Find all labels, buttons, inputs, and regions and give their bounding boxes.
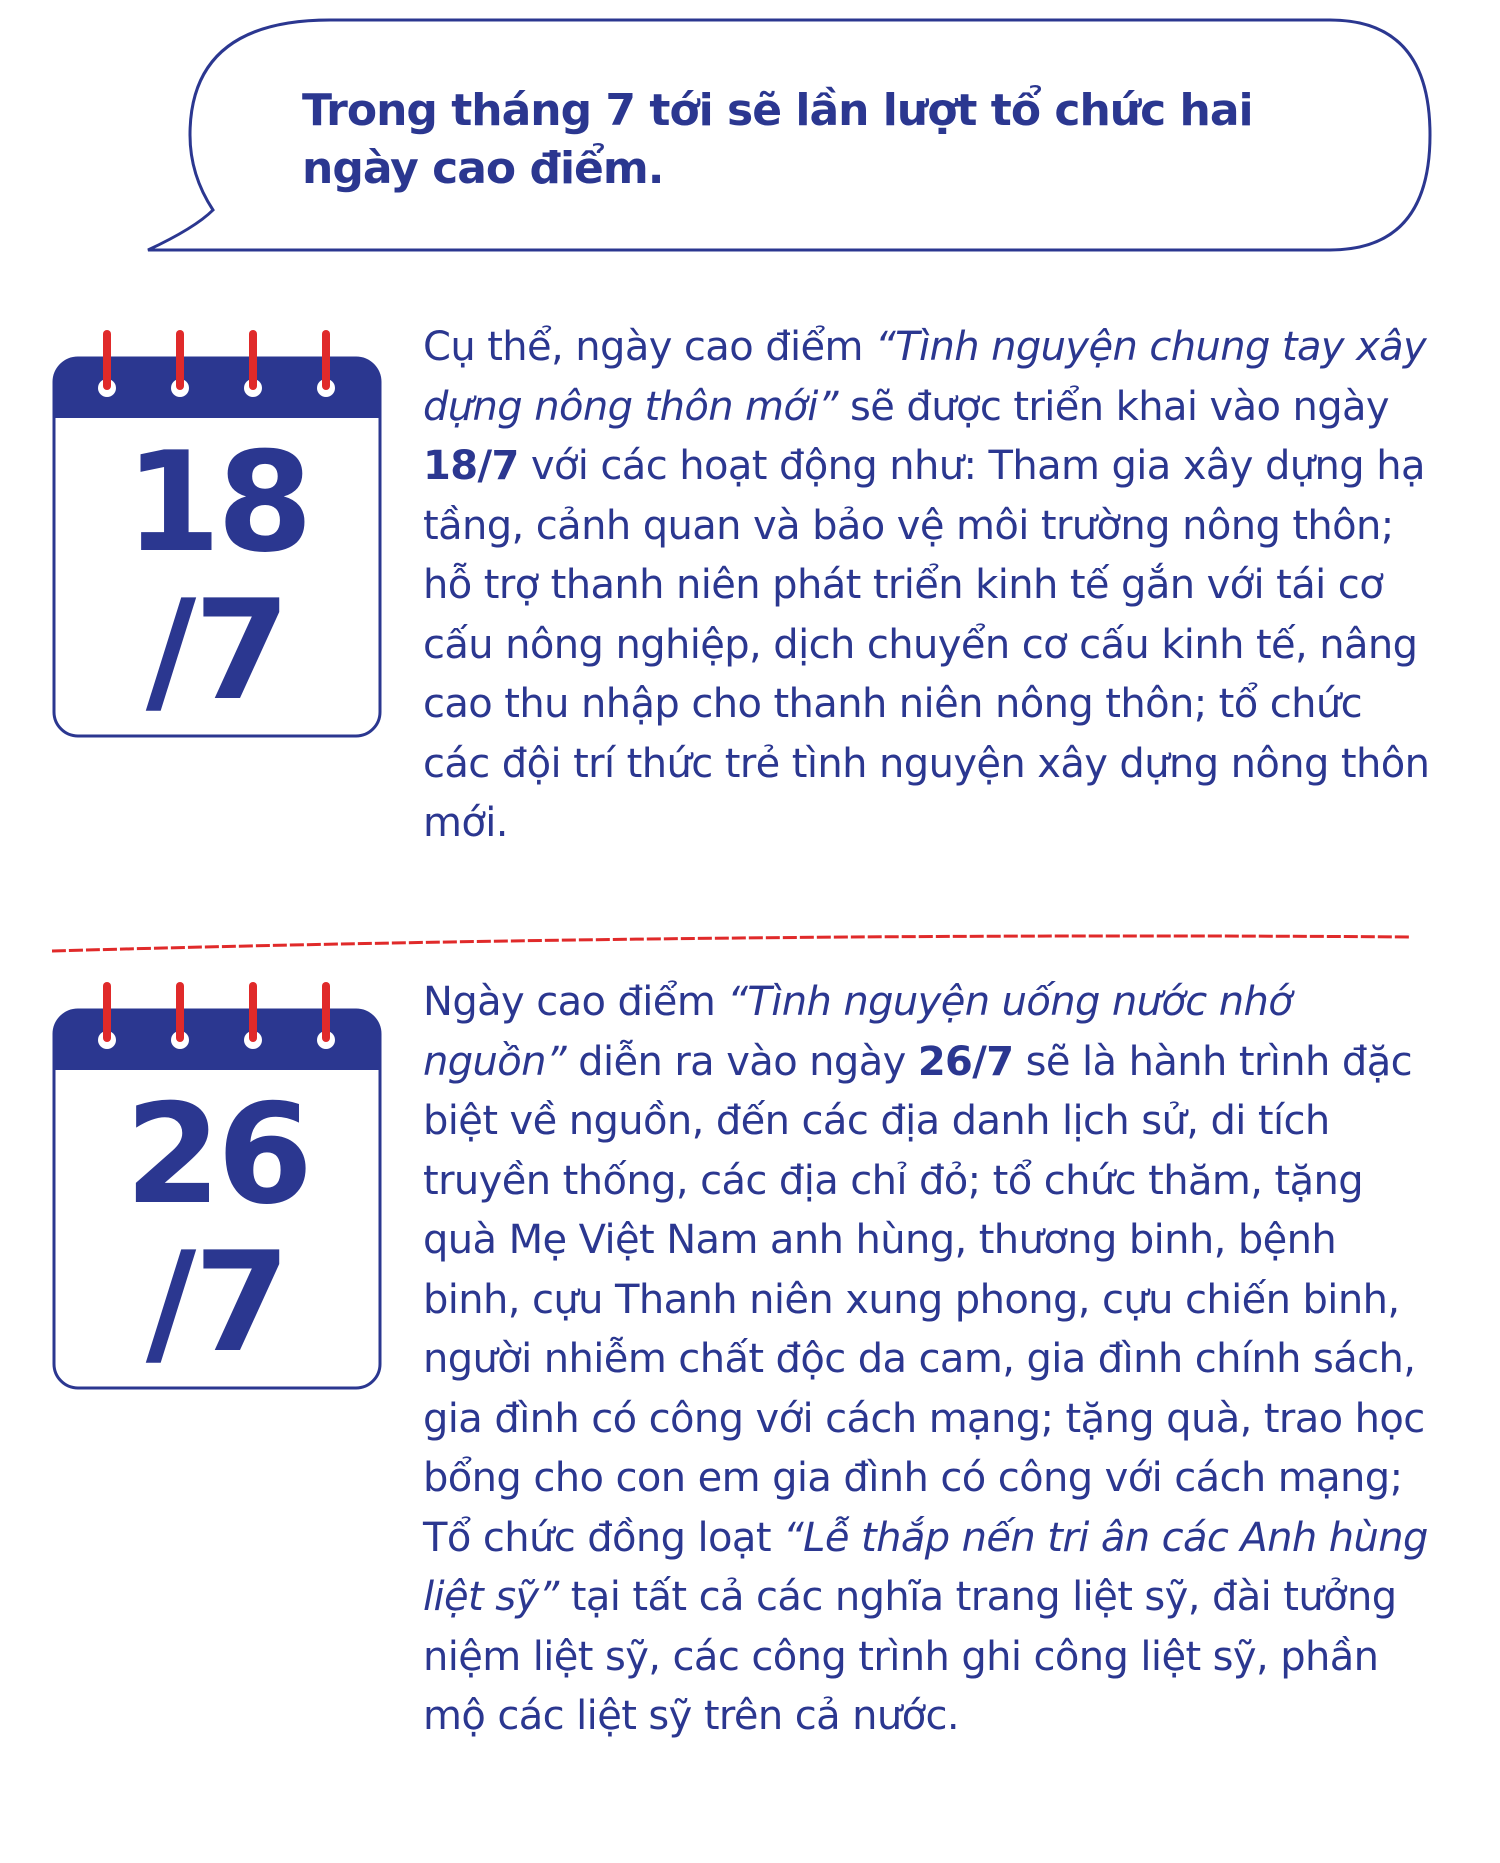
paragraph-body: sẽ là hành trình đặc biệt về nguồn, đến các địa danh lịch sử, di tích truyền thống, các địa chỉ đỏ; tổ chức thăm, tặng quà Mẹ Việt Nam anh hùng, thương binh, bệnh binh, cựu Thanh niên xung phong, cựu chiến binh, người nhiễm chất độc da cam, gia đình chính sách, gia đình có công với cách mạng; tặng quà, trao học bổng cho con em gia đình có công với cách mạng; Tổ chức đồng loạt — [423, 1038, 1425, 1561]
paragraph-mid: diễn ra vào ngày — [566, 1038, 918, 1085]
calendar-icon-18-7 — [52, 328, 382, 738]
paragraph-intro: Cụ thể, ngày cao điểm — [423, 324, 875, 370]
paragraph-intro: Ngày cao điểm — [423, 979, 728, 1025]
event-paragraph-2 — [423, 973, 1433, 1747]
ceremony-title: “Lễ thắp nến tri ân các Anh hùng liệt sỹ” — [423, 1514, 1428, 1620]
calendar-icon-26-7 — [52, 980, 382, 1390]
event-date: 18/7 — [423, 443, 519, 489]
calendar-month: /7 — [145, 570, 289, 731]
paragraph-tail: tại tất cả các nghĩa trang liệt sỹ, đài tưởng niệm liệt sỹ, các công trình ghi công liệt sỹ, phần mộ các liệt sỹ trên cả nước. — [423, 1574, 1397, 1739]
paragraph-mid: sẽ được triển khai vào ngày — [837, 383, 1390, 430]
event-title: “Tình nguyện uống nước nhớ nguồn” — [423, 979, 1293, 1085]
paragraph-body: với các hoạt động như: Tham gia xây dựng hạ tầng, cảnh quan và bảo vệ môi trường nông thôn; hỗ trợ thanh niên phát triển kinh tế gắn với tái cơ cấu nông nghiệp, dịch chuyển cơ cấu kinh tế, nâng cao thu nhập cho thanh niên nông thôn; tổ chức các đội trí thức trẻ tình nguyện xây dựng nông thôn mới. — [423, 443, 1430, 846]
event-date: 26/7 — [917, 1038, 1014, 1085]
calendar-day: 18 — [124, 422, 310, 583]
event-paragraph-1 — [423, 318, 1433, 854]
event-title: “Tình nguyện chung tay xây dựng nông thôn mới” — [423, 324, 1427, 430]
calendar-month: /7 — [145, 1222, 289, 1383]
red-divider — [0, 925, 1500, 955]
headline: Trong tháng 7 tới sẽ lần lượt tổ chức hai ngày cao điểm. — [302, 85, 1253, 194]
calendar-day: 26 — [124, 1074, 310, 1235]
